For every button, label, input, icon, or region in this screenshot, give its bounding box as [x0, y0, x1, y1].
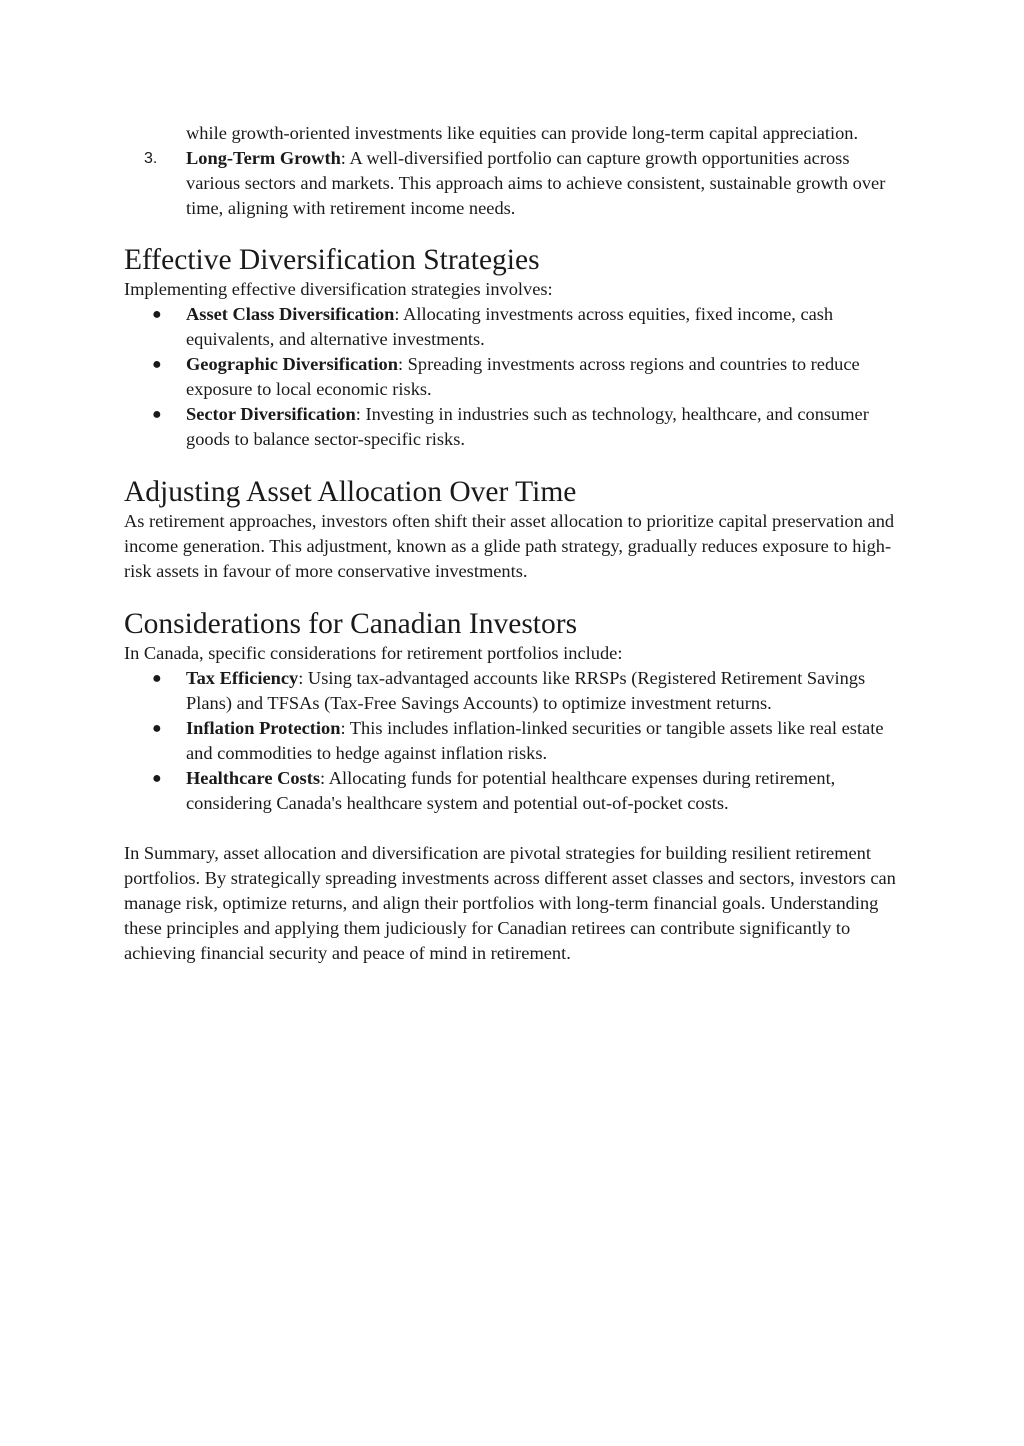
bullet-icon: ●	[152, 406, 162, 423]
list-item	[124, 666, 904, 716]
summary-paragraph: In Summary, asset allocation and diversification are pivotal strategies for building resilient retirement portfolios. By strategically spreading investments across different asset classes and sectors, investors can manage risk, optimize returns, and align their portfolios with long-term financial goals. Understanding these principles and applying them judiciously for Canadian retirees can contribute significantly to achieving financial security and peace of mind in retirement.	[124, 843, 896, 963]
bullet-icon: ●	[152, 670, 162, 687]
document-page	[124, 121, 904, 966]
list-item	[124, 352, 904, 402]
section-heading-adjusting: Adjusting Asset Allocation Over Time	[124, 476, 577, 508]
list-item-term: Sector Diversification	[186, 404, 356, 424]
list-item-term: Healthcare Costs	[186, 768, 320, 788]
list-item-text: : Investing in industries such as technology, healthcare, and consumer goods to balance sector-specific risks.	[186, 404, 869, 449]
list-item-text: : Allocating funds for potential healthcare expenses during retirement, considering Canada's healthcare system and potential out-of-pocket costs.	[186, 768, 836, 813]
list-item-term: Tax Efficiency	[186, 668, 299, 688]
list-item-term: Geographic Diversification	[186, 354, 398, 374]
list-item-text: : Spreading investments across regions and countries to reduce exposure to local economic risks.	[186, 354, 860, 399]
section-intro-canadian: In Canada, specific considerations for retirement portfolios include:	[124, 643, 623, 663]
list-item	[124, 766, 904, 816]
section-body-adjusting: As retirement approaches, investors often shift their asset allocation to prioritize capital preservation and income generation. This adjustment, known as a glide path strategy, gradually reduces exposure to high-risk assets in favour of more conservative investments.	[124, 511, 895, 581]
list-item-term: Long-Term Growth	[186, 148, 341, 168]
numbered-list	[124, 146, 904, 221]
bullet-list-diversification	[124, 302, 904, 452]
bullet-icon: ●	[152, 356, 162, 373]
bullet-list-canadian	[124, 666, 904, 816]
continued-list-text: while growth-oriented investments like equities can provide long-term capital appreciation.	[186, 123, 859, 143]
bullet-icon: ●	[152, 306, 162, 323]
list-item-text: : A well-diversified portfolio can capture growth opportunities across various sectors and markets. This approach aims to achieve consistent, sustainable growth over time, aligning with retirement income needs.	[186, 148, 886, 218]
section-heading-diversification: Effective Diversification Strategies	[124, 244, 540, 276]
bullet-icon: ●	[152, 720, 162, 737]
list-item	[124, 402, 904, 452]
bullet-icon: ●	[152, 770, 162, 787]
list-item-text: : Using tax-advantaged accounts like RRSPs (Registered Retirement Savings Plans) and TFSAs (Tax-Free Savings Accounts) to optimize investment returns.	[186, 668, 866, 713]
list-item-term: Inflation Protection	[186, 718, 341, 738]
section-intro-diversification: Implementing effective diversification strategies involves:	[124, 279, 553, 299]
list-item-text: : This includes inflation-linked securities or tangible assets like real estate and commodities to hedge against inflation risks.	[186, 718, 884, 763]
list-item-term: Asset Class Diversification	[186, 304, 395, 324]
list-item	[124, 716, 904, 766]
list-item	[124, 146, 904, 221]
section-heading-canadian: Considerations for Canadian Investors	[124, 608, 578, 640]
list-item-text: : Allocating investments across equities, fixed income, cash equivalents, and alternative investments.	[186, 304, 834, 349]
list-number: 3.	[144, 150, 158, 167]
list-item	[124, 302, 904, 352]
